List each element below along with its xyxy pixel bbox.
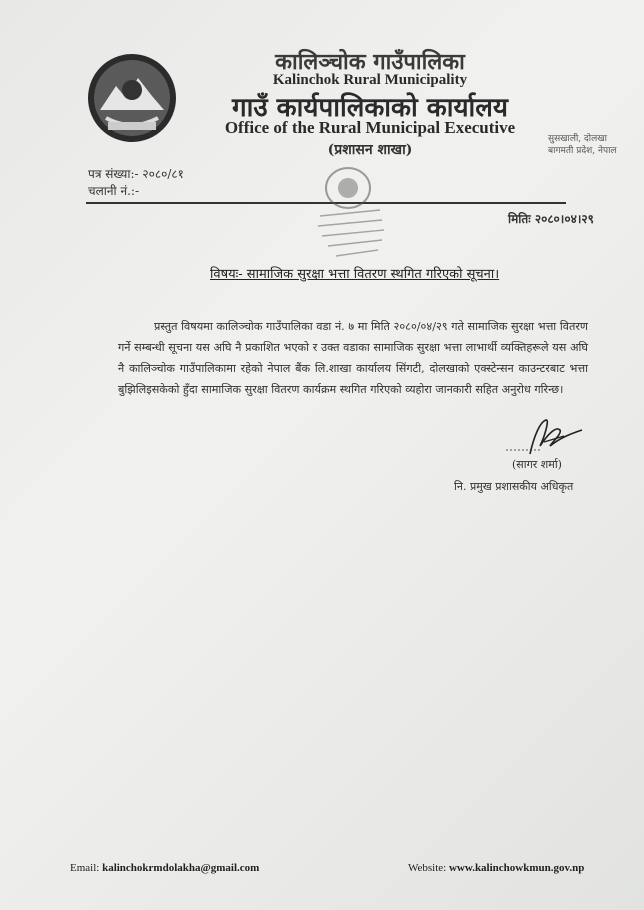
handwritten-signature — [500, 416, 590, 460]
website-label: Website: — [408, 862, 447, 874]
section-name: (प्रशासन शाखा) — [327, 142, 413, 158]
footer-email — [70, 862, 259, 874]
letter-date: मितिः २०८०।०४।२९ — [508, 212, 594, 226]
nepal-emblem-logo — [86, 52, 178, 144]
letter-number: पत्र संख्या:- २०८०/८१ — [88, 167, 184, 181]
footer-website — [408, 862, 584, 874]
signatory-title: नि. प्रमुख प्रशासकीय अधिकृत — [454, 480, 574, 493]
signatory-name: (सागर शर्मा) — [512, 458, 562, 471]
email-label: Email: — [70, 862, 100, 874]
office-stamp — [300, 160, 395, 265]
dispatch-number: चलानी नं.:- — [88, 184, 140, 198]
office-name-np: गाउँ कार्यपालिकाको कार्यालय — [232, 93, 508, 123]
body-paragraph: प्रस्तुत विषयमा कालिञ्चोक गाउँपालिका वडा नं. ७ मा मिति २०८०/०४/२९ गते सामाजिक सुरक्षा भत्ता वितरण गर्ने सम्बन्धी सूचना यस अघि नै प्रकाशित भएको र उक्त वडाका सामाजिक सुरक्षा भत्ता लाभार्थी व्यक्तिहरूले यस अघि नै कालिञ्चोक गाउँपालिकामा रहेको नेपाल बैंक लि.शाखा कार्यालय सिंगटी, दोलखाको एक्स्टेन्सन काउन्टरबाट भत्ता बुझिलिइसकेको हुँदा सामाजिक सुरक्षा वितरण कार्यक्रम स्थगित गरिएको व्यहोरा जानकारी सहित अनुरोध गरिन्छ। — [118, 320, 588, 396]
municipality-name-np: कालिञ्चोक गाउँपालिका — [275, 49, 465, 75]
email-address[interactable]: kalinchokrmdolakha@gmail.com — [102, 862, 260, 874]
website-link[interactable]: www.kalinchowkmun.gov.np — [448, 862, 585, 874]
office-name-en: Office of the Rural Municipal Executive — [224, 118, 516, 137]
address-line-2: बागमती प्रदेश, नेपाल — [548, 146, 617, 156]
letter-subject: विषयः- सामाजिक सुरक्षा भत्ता वितरण स्थगित गरिएको सूचना। — [210, 267, 500, 282]
municipality-name-en: Kalinchok Rural Municipality — [272, 72, 468, 88]
address-line-1: सुसखाली, दोलखा — [548, 134, 607, 144]
letter-body — [118, 316, 588, 400]
